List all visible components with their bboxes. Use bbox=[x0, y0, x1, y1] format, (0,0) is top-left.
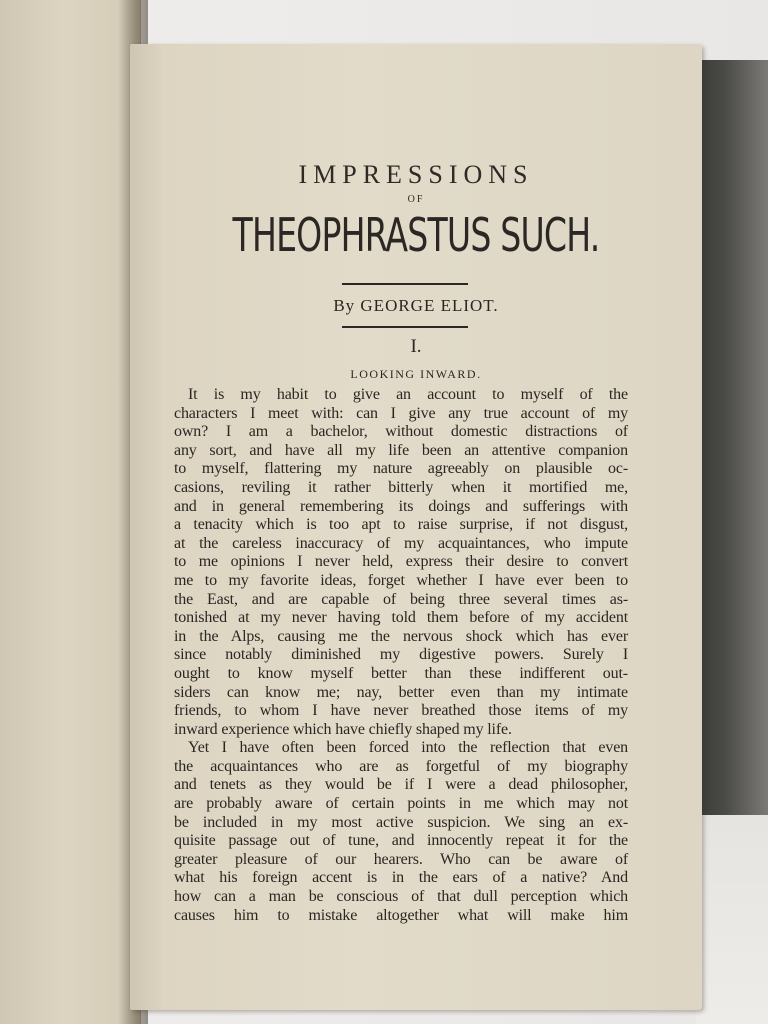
body-line: tonished at my never having told them before of my accident bbox=[174, 609, 628, 627]
body-text bbox=[174, 386, 628, 925]
title-of: OF bbox=[407, 194, 425, 205]
body-line: causes him to mistake altogether what will make him bbox=[174, 906, 628, 924]
body-line: ought to know myself better than these indifferent out- bbox=[174, 664, 628, 682]
title-impressions: IMPRESSIONS bbox=[298, 160, 534, 189]
body-line: friends, to whom I have never breathed those items of my bbox=[174, 702, 628, 720]
body-line: siders can know me; nay, better even than my intimate bbox=[174, 683, 628, 701]
author-byline: By GEORGE ELIOT. bbox=[333, 296, 499, 315]
body-line: what his foreign accent is in the ears of a native? And bbox=[174, 869, 628, 887]
body-line: to me opinions I never held, express their desire to convert bbox=[174, 553, 628, 571]
chapter-title: LOOKING INWARD. bbox=[350, 367, 482, 381]
body-line: own? I am a bachelor, without domestic distractions of bbox=[174, 423, 628, 441]
body-line: greater pleasure of our hearers. Who can be aware of bbox=[174, 850, 628, 868]
body-line: It is my habit to give an account to myself of the bbox=[188, 386, 628, 403]
book-cover-edge bbox=[696, 60, 768, 820]
body-line: in the Alps, causing me the nervous shock which has ever bbox=[174, 627, 628, 645]
body-line: quisite passage out of tune, and innocently repeat it for the bbox=[174, 832, 628, 850]
body-line: Yet I have often been forced into the reflection that even bbox=[188, 739, 628, 757]
body-line: how can a man be conscious of that dull perception which bbox=[174, 888, 628, 906]
body-line: characters I meet with: can I give any true account of my bbox=[174, 404, 628, 422]
body-line: the acquaintances who are as forgetful of my biography bbox=[174, 757, 628, 775]
title-theophrastus-such: THEOPHRASTUS SUCH. bbox=[232, 208, 600, 262]
body-line: and tenets as they would be if I were a dead philosopher, bbox=[174, 776, 628, 794]
title-rule-bottom bbox=[342, 326, 468, 328]
body-line: to myself, flattering my nature agreeably on plausible oc- bbox=[174, 460, 628, 478]
body-line: casions, reviling it rather bitterly when it mortified me, bbox=[174, 478, 628, 496]
body-line: be included in my most active suspicion. We sing an ex- bbox=[174, 813, 628, 831]
body-line: a tenacity which is too apt to raise surprise, if not disgust, bbox=[174, 516, 628, 534]
body-line: since notably diminished my digestive powers. Surely I bbox=[174, 646, 628, 664]
body-line: the East, and are capable of being three several times as- bbox=[174, 590, 628, 608]
body-line: are probably aware of certain points in me which may not bbox=[174, 795, 628, 813]
body-line: inward experience which have chiefly shaped my life. bbox=[174, 720, 512, 738]
chapter-number: I. bbox=[410, 336, 422, 357]
body-line: at the careless inaccuracy of my acquaintances, who impute bbox=[174, 534, 628, 552]
background-surface bbox=[696, 815, 768, 1024]
title-rule-top bbox=[342, 283, 468, 285]
right-page bbox=[130, 44, 702, 1010]
body-line: and in general remembering its doings and sufferings with bbox=[174, 497, 628, 515]
body-line: any sort, and have all my life been an attentive companion bbox=[174, 441, 628, 459]
body-line: me to my favorite ideas, forget whether I have ever been to bbox=[174, 571, 628, 589]
